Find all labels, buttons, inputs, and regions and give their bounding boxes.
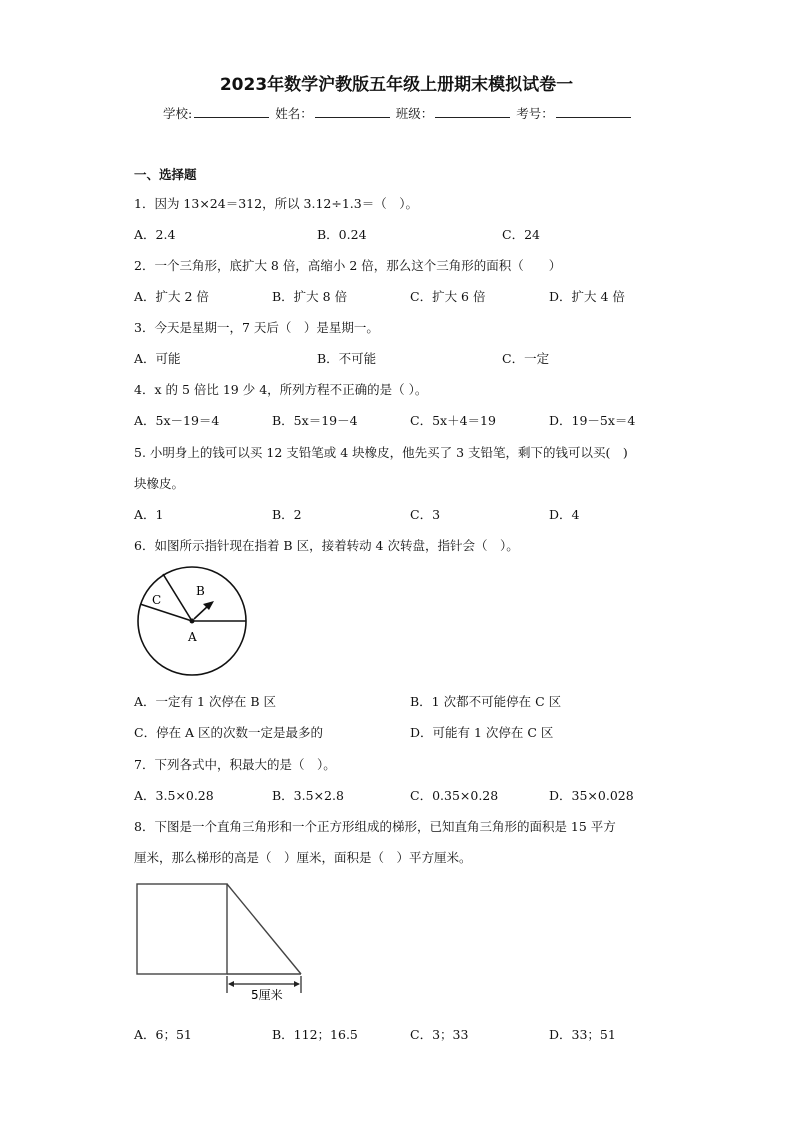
question-4-option-a[interactable]: A．5x－19＝4 — [134, 413, 220, 428]
question-5-option-b[interactable]: B．2 — [272, 507, 302, 522]
question-4-stem: 4．x 的 5 倍比 19 少 4，所列方程不正确的是（ ）。 — [134, 382, 428, 397]
question-1-stem: 1．因为 13×24＝312，所以 3.12÷1.3＝（ ）。 — [134, 196, 418, 211]
question-7-option-d[interactable]: D．35×0.028 — [549, 788, 634, 803]
question-8-option-a[interactable]: A．6；51 — [134, 1027, 192, 1042]
question-7-option-c[interactable]: C．0.35×0.28 — [410, 788, 499, 803]
exam-number-label: 考号： — [516, 106, 554, 121]
question-6-stem: 6．如图所示指针现在指着 B 区，接着转动 4 次转盘，指针会（ ）。 — [134, 538, 519, 553]
question-1-option-c[interactable]: C．24 — [502, 227, 540, 242]
question-5-stem-line-2: 块橡皮。 — [134, 476, 185, 491]
question-3-option-c[interactable]: C．一定 — [502, 351, 550, 366]
class-label: 班级： — [395, 106, 434, 121]
exam-number-blank[interactable] — [556, 105, 631, 118]
school-label: 学校: — [163, 106, 193, 121]
question-8-option-b[interactable]: B．112；16.5 — [272, 1027, 358, 1042]
name-label: 姓名： — [275, 106, 313, 121]
question-2-option-b[interactable]: B．扩大 8 倍 — [272, 289, 348, 304]
question-5-option-a[interactable]: A．1 — [134, 507, 164, 522]
question-2-stem: 2．一个三角形，底扩大 8 倍，高缩小 2 倍，那么这个三角形的面积（ ） — [134, 258, 562, 273]
section-title: 一、选择题 — [134, 167, 197, 182]
question-7-stem: 7．下列各式中，积最大的是（ ）。 — [134, 757, 336, 772]
class-blank[interactable] — [435, 105, 510, 118]
question-2-option-a[interactable]: A．扩大 2 倍 — [134, 289, 209, 304]
student-info-fields — [163, 104, 633, 122]
sector-b-label: B — [196, 584, 205, 598]
sector-a-label: A — [188, 630, 197, 644]
question-5-stem-line-1: 5. 小明身上的钱可以买 12 支铅笔或 4 块橡皮，他先买了 3 支铅笔，剩下的钱可以买( ) — [134, 445, 628, 460]
question-3-option-b[interactable]: B．不可能 — [317, 351, 377, 366]
question-6-option-c[interactable]: C．停在 A 区的次数一定是最多的 — [134, 725, 324, 740]
question-7-option-b[interactable]: B．3.5×2.8 — [272, 788, 344, 803]
question-7-option-a[interactable]: A．3.5×0.28 — [134, 788, 214, 803]
name-blank[interactable] — [315, 105, 390, 118]
question-8-option-d[interactable]: D．33；51 — [549, 1027, 616, 1042]
question-8-option-c[interactable]: C．3；33 — [410, 1027, 469, 1042]
question-4-option-b[interactable]: B．5x＝19－4 — [272, 413, 358, 428]
question-6-option-b[interactable]: B．1 次都不可能停在 C 区 — [410, 694, 562, 709]
school-blank[interactable] — [194, 105, 269, 118]
question-5-option-d[interactable]: D．4 — [549, 507, 580, 522]
base-dimension-label: 5厘米 — [251, 988, 283, 1002]
question-6-option-d[interactable]: D．可能有 1 次停在 C 区 — [410, 725, 554, 740]
question-2-option-d[interactable]: D．扩大 4 倍 — [549, 289, 625, 304]
question-1-option-a[interactable]: A．2.4 — [134, 227, 176, 242]
trapezoid-figure — [130, 878, 320, 1003]
question-1-option-b[interactable]: B．0.24 — [317, 227, 367, 242]
question-2-option-c[interactable]: C．扩大 6 倍 — [410, 289, 486, 304]
question-3-option-a[interactable]: A．可能 — [134, 351, 181, 366]
question-5-option-c[interactable]: C．3 — [410, 507, 441, 522]
question-6-option-a[interactable]: A．一定有 1 次停在 B 区 — [134, 694, 277, 709]
question-3-stem: 3．今天是星期一，7 天后（ ）是星期一。 — [134, 320, 379, 335]
spinner-figure — [130, 565, 255, 680]
page-title: 2023年数学沪教版五年级上册期末模拟试卷一 — [219, 75, 574, 95]
question-4-option-d[interactable]: D．19－5x＝4 — [549, 413, 636, 428]
question-4-option-c[interactable]: C．5x＋4＝19 — [410, 413, 496, 428]
sector-c-label: C — [152, 593, 162, 607]
question-8-stem-line-2: 厘米，那么梯形的高是（ ）厘米，面积是（ ）平方厘米。 — [134, 850, 472, 865]
question-8-stem-line-1: 8．下图是一个直角三角形和一个正方形组成的梯形，已知直角三角形的面积是 15 平方 — [134, 819, 616, 834]
